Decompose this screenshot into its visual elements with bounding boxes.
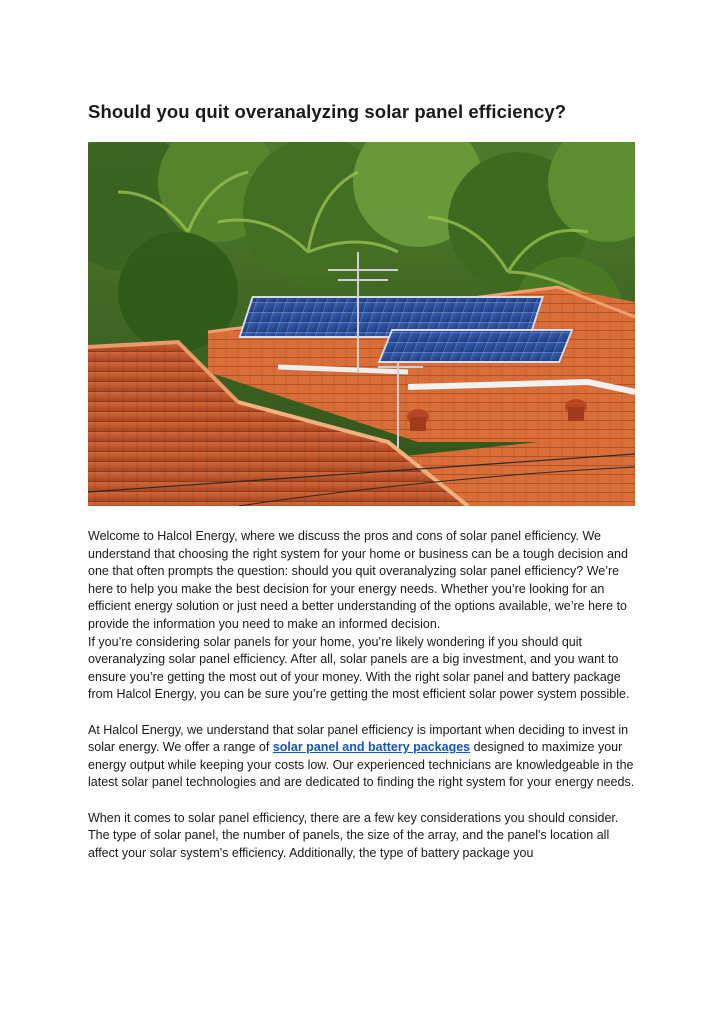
paragraph-text: At Halcol Energy, we understand that solar panel efficiency is important when deciding to invest in solar energy. We offer a range of bbox=[88, 722, 629, 755]
paragraph-considerations: When it comes to solar panel efficiency, there are a few key considerations you should consider. The type of solar panel, the number of panels, the size of the array, and the panel's location all affect your solar system's efficiency. Additionally, the type of battery package you bbox=[88, 810, 619, 860]
paragraph-spacer bbox=[88, 792, 636, 810]
article-body bbox=[88, 528, 636, 862]
page-title: Should you quit overanalyzing solar panel efficiency? bbox=[88, 101, 567, 122]
paragraph-text: designed to maximize your energy output while keeping your costs low. Our experienced technicians are knowledgeable in the latest solar panel technologies and are dedicated to finding the right system for your energy needs. bbox=[88, 740, 635, 790]
hero-photo-solar-roof bbox=[88, 142, 635, 506]
paragraph-intro: Welcome to Halcol Energy, where we discuss the pros and cons of solar panel efficiency. We understand that choosing the right system for your home or business can be a tough decision and one that often prompts the question: should you quit overanalyzing solar panel efficiency? We’re here to help you make the best decision for your energy needs. Whether you’re looking for an efficient energy solution or just need a better understanding of the options available, we’re here to provide the information you need to make an informed decision. bbox=[88, 529, 628, 631]
solar-panel-array-lower bbox=[379, 330, 572, 362]
paragraph-considering: If you’re considering solar panels for your home, you’re likely wondering if you should quit overanalyzing solar panel efficiency. After all, solar panels are a big investment, and you want to ensure you’re getting the most out of your money. With the right solar panel and battery package from Halcol Energy, you can be sure you’re getting the most efficient solar power system possible. bbox=[88, 634, 630, 702]
paragraph-halcol-offer bbox=[88, 722, 636, 792]
solar-battery-packages-link[interactable]: solar panel and battery packages bbox=[272, 740, 471, 755]
paragraph-spacer bbox=[88, 704, 636, 722]
